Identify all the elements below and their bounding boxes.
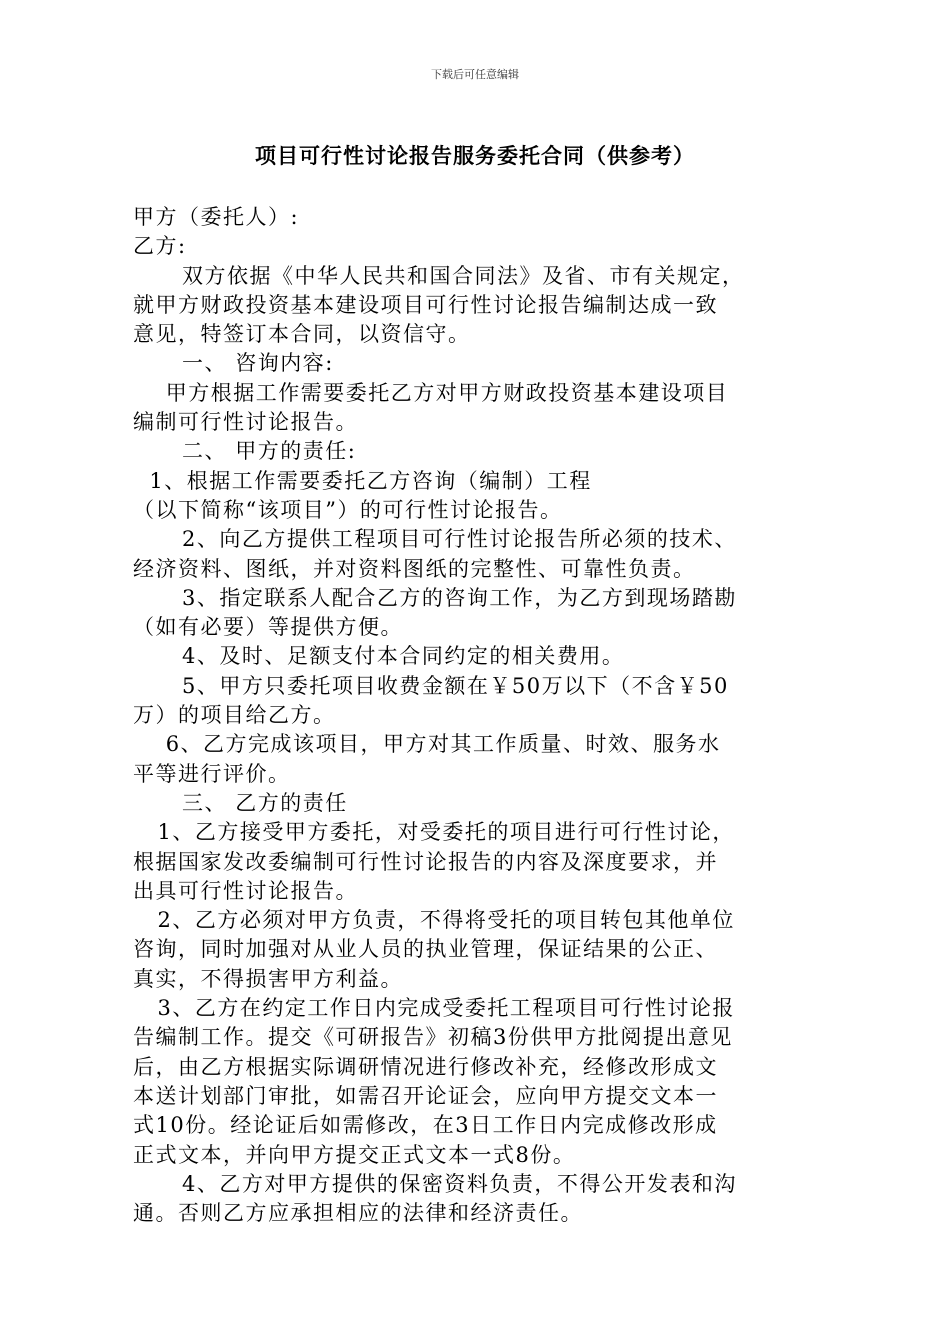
text-line: 4、乙方对甲方提供的保密资料负责，不得公开发表和沟 bbox=[133, 1171, 737, 1196]
text-line: 通。否则乙方应承担相应的法律和经济责任。 bbox=[133, 1201, 583, 1226]
text-line: 6、乙方完成该项目，甲方对其工作质量、时效、服务水 bbox=[133, 732, 721, 757]
text-line: （如有必要）等提供方便。 bbox=[133, 615, 403, 640]
text-line: 1、乙方接受甲方委托，对受委托的项目进行可行性讨论， bbox=[133, 820, 735, 845]
text-line: 4、及时、足额支付本合同约定的相关费用。 bbox=[133, 644, 625, 669]
section-heading: 一、 咨询内容: bbox=[133, 351, 334, 376]
document-title: 项目可行性讨论报告服务委托合同（供参考） bbox=[255, 144, 695, 168]
text-line: 1、根据工作需要委托乙方咨询（编制）工程 bbox=[133, 468, 592, 493]
text-line: 式10份。经论证后如需修改，在3日工作日内完成修改形成 bbox=[133, 1113, 718, 1138]
text-line: 后，由乙方根据实际调研情况进行修改补充，经修改形成文 bbox=[133, 1054, 718, 1079]
text-line: 2、向乙方提供工程项目可行性讨论报告所必须的技术、 bbox=[133, 527, 737, 552]
text-line: 乙方: bbox=[133, 234, 187, 259]
text-line: 2、乙方必须对甲方负责，不得将受托的项目转包其他单位 bbox=[133, 908, 735, 933]
text-line: 告编制工作。提交《可研报告》初稿3份供甲方批阅提出意见 bbox=[133, 1025, 733, 1050]
text-line: 5、甲方只委托项目收费金额在￥50万以下（不含￥50 bbox=[133, 673, 729, 698]
text-line: 出具可行性讨论报告。 bbox=[133, 878, 358, 903]
text-line: 3、指定联系人配合乙方的咨询工作，为乙方到现场踏勘 bbox=[133, 585, 737, 610]
section-heading: 二、 甲方的责任: bbox=[133, 439, 357, 464]
text-line: 意见，特签订本合同，以资信守。 bbox=[133, 322, 471, 347]
page-header-note: 下载后可任意编辑 bbox=[431, 68, 519, 81]
text-line: 3、乙方在约定工作日内完成受委托工程项目可行性讨论报 bbox=[133, 996, 735, 1021]
text-line: 本送计划部门审批，如需召开论证会，应向甲方提交文本一 bbox=[133, 1083, 718, 1108]
section-heading: 三、 乙方的责任 bbox=[133, 790, 348, 815]
text-line: 咨询，同时加强对从业人员的执业管理，保证结果的公正、 bbox=[133, 937, 718, 962]
text-line: （以下简称“该项目”）的可行性讨论报告。 bbox=[133, 497, 563, 522]
text-line: 根据国家发改委编制可行性讨论报告的内容及深度要求，并 bbox=[133, 849, 718, 874]
text-line: 双方依据《中华人民共和国合同法》及省、市有关规定， bbox=[133, 263, 745, 288]
text-line: 真实，不得损害甲方利益。 bbox=[133, 966, 403, 991]
text-line: 经济资料、图纸，并对资料图纸的完整性、可靠性负责。 bbox=[133, 556, 696, 581]
text-line: 正式文本，并向甲方提交正式文本一式8份。 bbox=[133, 1142, 576, 1167]
contract-body bbox=[133, 203, 823, 1228]
text-line: 编制可行性讨论报告。 bbox=[133, 410, 358, 435]
text-line: 万）的项目给乙方。 bbox=[133, 703, 336, 728]
text-line: 甲方根据工作需要委托乙方对甲方财政投资基本建设项目 bbox=[133, 380, 729, 405]
text-line: 甲方（委托人）: bbox=[133, 205, 300, 229]
text-line: 就甲方财政投资基本建设项目可行性讨论报告编制达成一致 bbox=[133, 292, 718, 317]
text-line: 平等进行评价。 bbox=[133, 761, 291, 786]
